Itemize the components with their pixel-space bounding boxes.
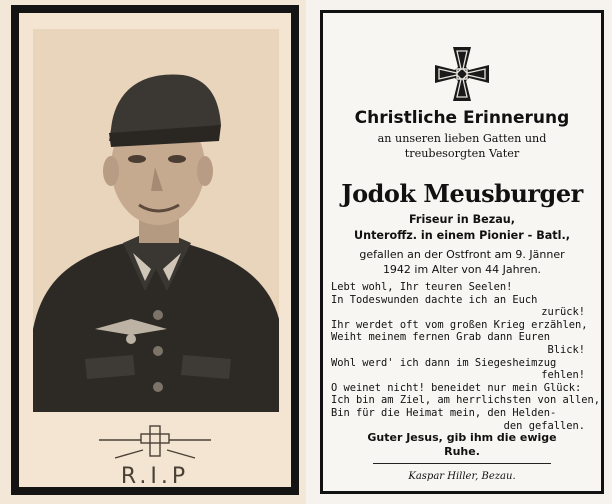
poem-line: Blick! xyxy=(547,343,585,356)
dedication xyxy=(323,131,601,161)
memorial-heading: Christliche Erinnerung xyxy=(354,108,570,128)
right-card xyxy=(306,0,612,504)
poem-line: fehlen! xyxy=(541,369,585,382)
death-line: 1942 im Alter von 44 Jahren. xyxy=(382,263,542,276)
closing-prayer xyxy=(323,431,601,459)
poem-line: zurück! xyxy=(541,306,585,319)
rip-section xyxy=(19,418,291,493)
poem-line: Ihr werdet oft vom großen Krieg erzählen, xyxy=(331,318,588,331)
death-notice xyxy=(323,247,601,277)
memorial-text-frame xyxy=(320,10,604,494)
printer-credit: Kaspar Hiller, Bezau. xyxy=(408,471,516,482)
deceased-name: Jodok Meusburger xyxy=(341,179,583,208)
dedication-line: an unseren lieben Gatten und xyxy=(377,132,547,145)
deceased-details xyxy=(323,212,601,244)
poem-line: Lebt wohl, Ihr teuren Seelen! xyxy=(331,281,513,293)
cross-rays-icon xyxy=(19,418,291,468)
rip-inscription: R.I.P xyxy=(120,464,190,489)
poem-line: Wohl werd' ich dann im Siegesheimzug xyxy=(331,356,557,369)
poem-line: O weinet nicht! beneidet nur mein Glück: xyxy=(331,381,582,394)
iron-cross-section xyxy=(323,45,601,103)
prayer-line: Ruhe. xyxy=(444,445,480,458)
soldier-portrait xyxy=(33,29,279,412)
rank-line: Unteroffz. in einem Pionier - Batl., xyxy=(354,229,570,242)
poem-line: Weiht meinem fernen Grab dann Euren xyxy=(331,331,550,344)
poem-line: In Todeswunden dachte ich an Euch xyxy=(331,293,538,306)
prayer-line: Guter Jesus, gib ihm die ewige xyxy=(367,431,557,444)
iron-cross-icon xyxy=(433,45,491,103)
dedication-line: treubesorgten Vater xyxy=(404,147,520,160)
poem-line: den gefallen. xyxy=(503,419,585,432)
farewell-poem xyxy=(331,281,600,432)
poem-line: Bin für die Heimat mein, den Helden- xyxy=(331,406,557,419)
divider xyxy=(373,463,551,464)
occupation-line: Friseur in Bezau, xyxy=(409,213,515,226)
poem-line: Ich bin am Ziel, am herrlichsten von allen, xyxy=(331,394,600,407)
mourning-border xyxy=(11,5,299,495)
death-line: gefallen an der Ostfront am 9. Jänner xyxy=(359,248,565,261)
